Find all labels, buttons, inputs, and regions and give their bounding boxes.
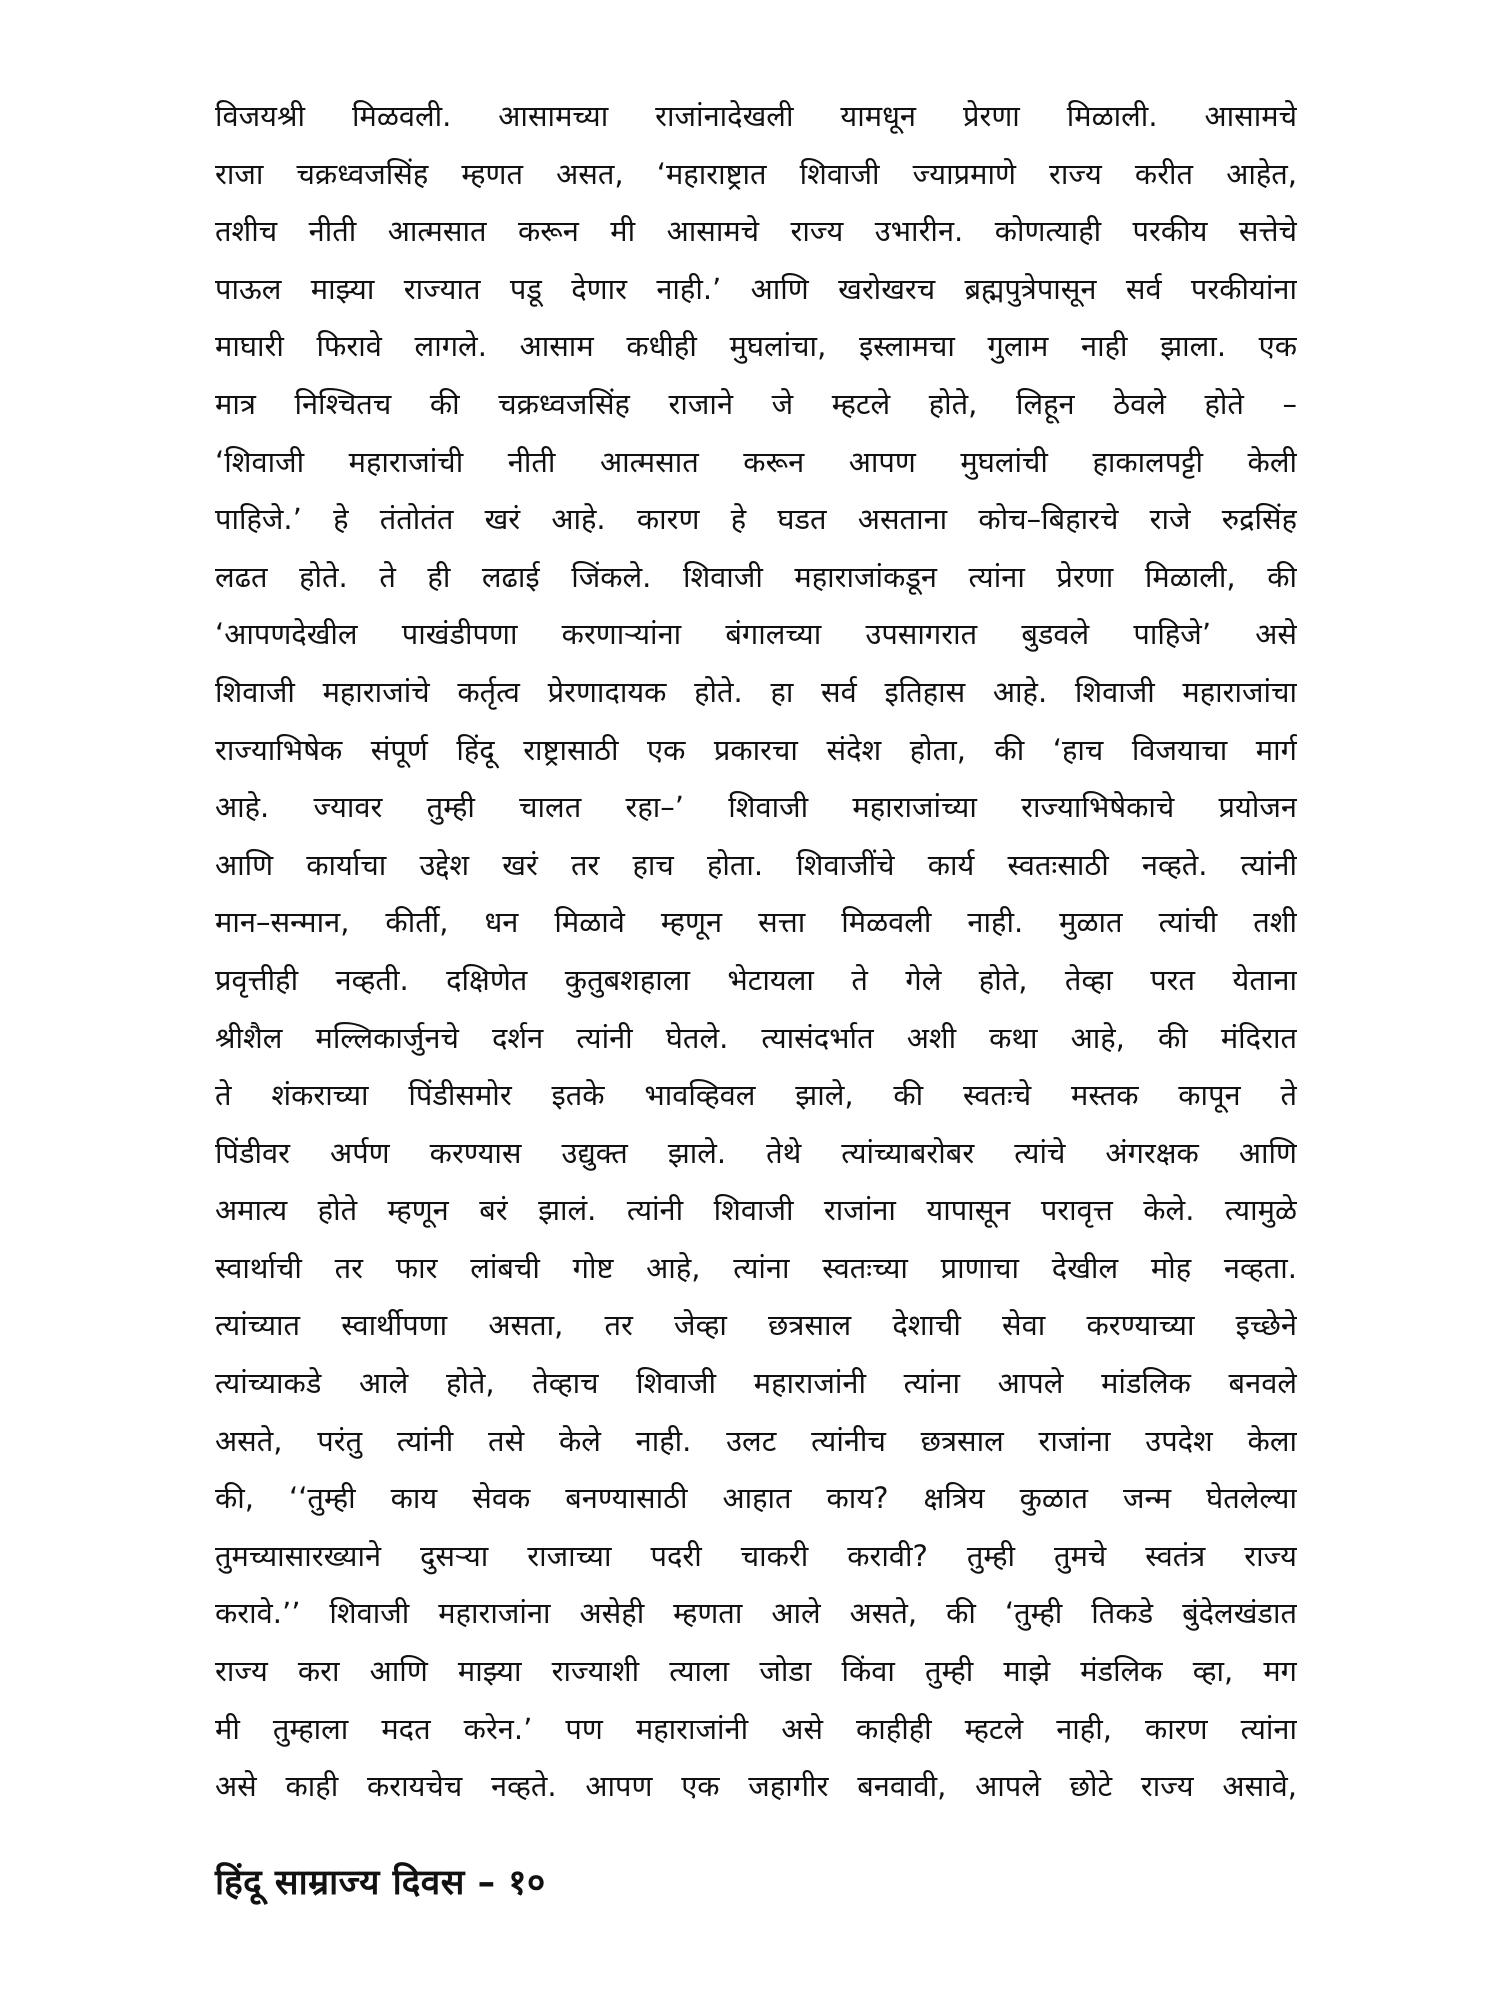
- text-line: माघारी फिरावे लागले. आसाम कधीही मुघलांचा, इस्लामचा गुलाम नाही झाला. एक: [215, 329, 1297, 364]
- text-line: त्यांच्याकडे आले होते, तेव्हाच शिवाजी महाराजांनी त्यांना आपले मांडलिक बनवले: [215, 1366, 1297, 1401]
- text-line: श्रीशैल मल्लिकार्जुनचे दर्शन त्यांनी घेतले. त्यासंदर्भात अशी कथा आहे, की मंदिरात: [215, 1020, 1297, 1055]
- text-line: आणि कार्याचा उद्देश खरं तर हाच होता. शिवाजींचे कार्य स्वतःसाठी नव्हते. त्यांनी: [215, 847, 1297, 882]
- text-line: आहे. ज्यावर तुम्ही चालत रहा–’ शिवाजी महाराजांच्या राज्याभिषेकाचे प्रयोजन: [215, 790, 1297, 825]
- text-line: स्वार्थाची तर फार लांबची गोष्ट आहे, त्यांना स्वतःच्या प्राणाचा देखील मोह नव्हता.: [215, 1250, 1297, 1285]
- text-line: अमात्य होते म्हणून बरं झालं. त्यांनी शिवाजी राजांना यापासून परावृत्त केले. त्यामुळे: [215, 1193, 1297, 1228]
- text-line: विजयश्री मिळवली. आसामच्या राजांनादेखली यामधून प्रेरणा मिळाली. आसामचे: [215, 99, 1297, 133]
- text-line: असे काही करायचेच नव्हते. आपण एक जहागीर बनवावी, आपले छोटे राज्य असावे,: [215, 1769, 1297, 1804]
- text-line: पिंडीवर अर्पण करण्यास उद्युक्त झाले. तेथे त्यांच्याबरोबर त्यांचे अंगरक्षक आणि: [215, 1135, 1297, 1170]
- text-line: शिवाजी महाराजांचे कर्तृत्व प्रेरणादायक होते. हा सर्व इतिहास आहे. शिवाजी महाराजांचा: [215, 674, 1297, 709]
- text-line: मात्र निश्चितच की चक्रध्वजसिंह राजाने जे म्हटले होते, लिहून ठेवले होते –: [215, 386, 1297, 421]
- text-line: मान–सन्मान, कीर्ती, धन मिळावे म्हणून सत्ता मिळवली नाही. मुळात त्यांची तशी: [215, 905, 1297, 940]
- text-line: तशीच नीती आत्मसात करून मी आसामचे राज्य उभारीन. कोणत्याही परकीय सत्तेचे: [215, 214, 1297, 249]
- text-line: पाहिजे.’ हे तंतोतंत खरं आहे. कारण हे घडत असताना कोच–बिहारचे राजे रुद्रसिंह: [215, 502, 1297, 537]
- text-line: त्यांच्यात स्वार्थीपणा असता, तर जेव्हा छत्रसाल देशाची सेवा करण्याच्या इच्छेने: [215, 1308, 1297, 1343]
- page-footer: हिंदू साम्राज्य दिवस – १०: [215, 1863, 546, 1903]
- text-line: राज्य करा आणि माझ्या राज्याशी त्याला जोडा किंवा तुम्ही माझे मंडलिक व्हा, मग: [215, 1654, 1297, 1689]
- text-line: असते, परंतु त्यांनी तसे केले नाही. उलट त्यांनीच छत्रसाल राजांना उपदेश केला: [215, 1423, 1297, 1458]
- text-line: राजा चक्रध्वजसिंह म्हणत असत, ‘महाराष्ट्रात शिवाजी ज्याप्रमाणे राज्य करीत आहेत,: [215, 156, 1297, 191]
- text-line: ‘आपणदेखील पाखंडीपणा करणाऱ्यांना बंगालच्या उपसागरात बुडवले पाहिजे’ असे: [215, 617, 1297, 652]
- body-text: [215, 88, 1297, 1816]
- text-line: की, ‘‘तुम्ही काय सेवक बनण्यासाठी आहात काय? क्षत्रिय कुळात जन्म घेतलेल्या: [215, 1481, 1297, 1516]
- text-line: करावे.’’ शिवाजी महाराजांना असेही म्हणता आले असते, की ‘तुम्ही तिकडे बुंदेलखंडात: [215, 1596, 1297, 1631]
- text-line: ‘शिवाजी महाराजांची नीती आत्मसात करून आपण मुघलांची हाकालपट्टी केली: [215, 444, 1297, 479]
- text-line: ते शंकराच्या पिंडीसमोर इतके भावव्हिवल झाले, की स्वतःचे मस्तक कापून ते: [215, 1078, 1297, 1113]
- text-line: राज्याभिषेक संपूर्ण हिंदू राष्ट्रासाठी एक प्रकारचा संदेश होता, की ‘हाच विजयाचा मार्ग: [215, 732, 1297, 767]
- text-line: लढत होते. ते ही लढाई जिंकले. शिवाजी महाराजांकडून त्यांना प्रेरणा मिळाली, की: [215, 559, 1297, 594]
- text-line: तुमच्यासारख्याने दुसऱ्या राजाच्या पदरी चाकरी करावी? तुम्ही तुमचे स्वतंत्र राज्य: [215, 1538, 1297, 1573]
- text-line: पाऊल माझ्या राज्यात पडू देणार नाही.’ आणि खरोखरच ब्रह्मपुत्रेपासून सर्व परकीयांना: [215, 271, 1297, 306]
- text-line: मी तुम्हाला मदत करेन.’ पण महाराजांनी असे काहीही म्हटले नाही, कारण त्यांना: [215, 1711, 1297, 1746]
- text-line: प्रवृत्तीही नव्हती. दक्षिणेत कुतुबशहाला भेटायला ते गेले होते, तेव्हा परत येताना: [215, 962, 1297, 997]
